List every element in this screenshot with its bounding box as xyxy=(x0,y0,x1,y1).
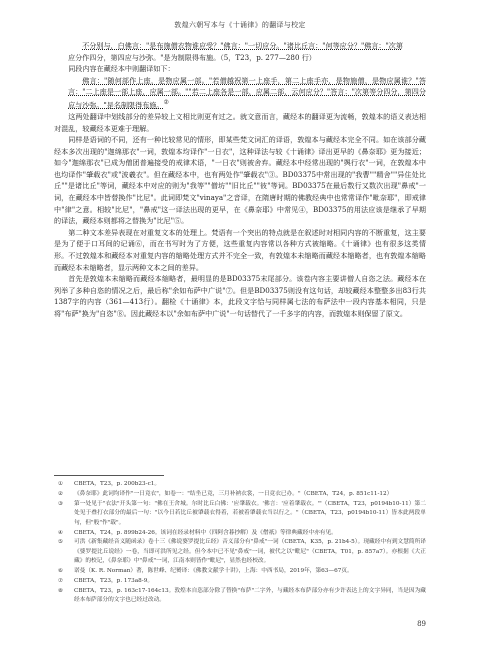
block-quote-1 xyxy=(54,40,426,52)
quote-2-underlined: 佛言："随何部作上座，是物应属一部。"若僧越祝第一上座手，第二上座手亦，是物施僧，是物应属谁？"答言："二上座是一部上座，应属一部。""若二上座各是一部，应属二部，云何应分？"答言："次第等分四分，第四分应与沙弥。"是名制限得布施。 xyxy=(68,75,426,110)
footnote-number: ① xyxy=(58,481,64,487)
footnote-text: CBETA，T23，p. 200b23-c1。 xyxy=(74,481,161,487)
quote-1-rest: 应分作四分，第四应与沙弥。"是为制限得布施。（5，T23，p. 277—280 行） xyxy=(68,52,316,62)
footnotes xyxy=(54,480,426,606)
body-text xyxy=(54,40,426,320)
footnote-number: ⑤ xyxy=(58,539,64,546)
paragraph-3: 同样是语词的不同，还有一种比较常见的情形，即某些梵文词汇的译语，敦煌本与藏经本完全不同。如在该部分藏经本多次出现的"迦绵那衣"一词，敦煌本均译作"一日衣"，这种译法与较《十诵律》译出更早的《鼻奈耶》更为接近；如今"迦绵那衣"已成为僧团普遍接受的戒律术语，"一日衣"则被舍弃。藏经本中经常出现的"舆行衣"一词，在敦煌本中也均译作"肇载衣"或"波羲衣"。但在藏经本中，也有两处作"肇载衣"③。BD03375中常出现的"我曹""精舍""异住处比丘""是诸比丘"等词，藏经本中对应的则为"我等""僧坊""旧比丘""彼"等词。BD03375在最后数行又数次出现"鼻戒"一词，在藏经本中皆替换作"比尼"。此词即梵文"vinaya"之音译，在隋唐时期的佛教经典中也常常译作"毗奈耶"，即戒律中"律"之意。相较"比尼"，"鼻戒"这一译法出现的更早，在《鼻奈耶》中常见④，BD03375的用法应该是继承了早期的译法，藏经本则都将之替换为"比尼"⑤。 xyxy=(54,135,426,226)
footnote-number: ④ xyxy=(58,529,64,536)
footnote-number: ⑥ xyxy=(58,568,64,575)
page-number: 89 xyxy=(417,620,426,628)
footnote xyxy=(54,587,426,606)
footnote xyxy=(54,529,426,538)
block-quote-2 xyxy=(54,75,426,111)
footnote-number: ⑧ xyxy=(58,587,64,594)
footnote-text: 诺曼（K. R. Norman）著，陈世峰、纪赟译：《佛教文献学十讲》，上海：中西书局，2019年，第63—67页。 xyxy=(74,568,353,575)
footnote-text: 《鼻奈耶》此词均译作"一日竟衣"，如卷一："结坐已竟，三月补衲衣裳，一日竟衣已办。"（CBETA，T24，p. 851c11-12） xyxy=(74,490,393,497)
paragraph-5: 首先是敦煌本未缩略而藏经本缩略者，最明显的是BD03375末尾部分。该卷内容主要讲僧人自恣之法。藏经本在列举了多种自恣的情况之后，最后称"余如布萨中广说"⑦。但是BD03375则没有这句话，却较藏经本整整多出83行共1387字的内容（361—413行）。翻检《十诵律》本，此段文字恰与同样属七法的布萨法中一段内容基本相同，只是将"布萨"换为"自恣"⑧。因此藏经本以"余如布萨中广说"一句话替代了一千多字的内容，而敦煌本则保留了原文。 xyxy=(54,274,426,319)
footnote xyxy=(54,567,426,576)
block-quote-1-continued xyxy=(54,52,426,64)
footnote-text: CBETA，T23，p. 163c17-164c13。敦煌本自恣部分除了替换"布萨"二字外，与藏经本布萨部分亦有少许表达上的文字异同，当是因为藏经本布萨部分的文字也已经过改动。 xyxy=(74,587,426,604)
footnote xyxy=(54,538,426,566)
footnote-text: 可洪《新集藏经音义随函录》卷十三《佛说婆罗提比丘经》音义部分有"鼻戒"一词（CBETA，K35，p. 21b4-5）。现藏经中有到文慧简所译《婆罗提比丘说经》一卷，当即可洪所见之经。但今本中已不见"鼻戒"一词，被代之以"毗尼"（CBETA，T01，p. 857a7）。亦根据《大正藏》的校记，《鼻奈耶》中"鼻戒"一词，江南本则皆作"毗尼"，显然也经校改。 xyxy=(74,539,426,565)
footnote xyxy=(54,480,426,489)
running-head: 敦煌六朝写本与《十诵律》的翻译与校定 xyxy=(174,21,306,29)
footnote-divider xyxy=(54,475,164,476)
footnote-text: 第一处见于"衣法"开头第一句："佛在王舍城。尔时比丘白佛：'应肇载衣。'佛言：'应着肇载衣。'"（CBETA，T23，p0194b10-11）第二处见于叠打衣部分的最后一句："以今日若比丘被肇载衣得着，若被着肇载衣当以行之。"（CBETA，T23，p0194b10-11）皆本此两段单句，但"般"作"载"。 xyxy=(74,500,426,526)
footnote xyxy=(54,500,426,528)
footnote-number: ③ xyxy=(58,500,64,507)
footnote-number: ⑦ xyxy=(58,578,64,585)
footnote xyxy=(54,577,426,586)
footnote-text: CBETA，T23，p. 173a8-9。 xyxy=(74,578,154,585)
footnote-number: ② xyxy=(58,490,64,497)
footnote-ref-2[interactable]: ② xyxy=(163,99,169,106)
quote-1-underlined: 不分别与，白佛言："是布施僧衣物谁应受？"佛言："一切应分。"诸比丘言："何等应分？"佛言："次第 xyxy=(82,41,403,50)
footnote-text: CBETA，T24，p. 899b24-26。该词在经录材料中（四阿含暮抄解）及《僧祇》等律典藏经中亦有见。 xyxy=(74,529,337,536)
paragraph-2: 这两处翻译中划线部分的差异较上文相比则更有过之。就文意而言，藏经本的翻译更为流畅，敦煌本的语义表达相对混乱，较藏经本更难于理解。 xyxy=(54,111,426,133)
footnote xyxy=(54,490,426,499)
paragraph-4: 第二种文本差异表现在对重复文本的处理上。梵语有一个突出的特点就是在叙述时对相同内容的不断重复，这主要是为了便于口耳间的记诵⑥，而在书写时为了方便，这些重复内容常以各种方式被缩略。《十诵律》也有很多这类情形。不过敦煌本和藏经本对重复内容的缩略处理方式并不完全一致，有敦煌本未缩略而藏经本缩略者，也有敦煌本缩略而藏经本未缩略者，显示两种文本之间的差异。 xyxy=(54,227,426,272)
paragraph-1: 同段内容在藏经本中则翻译如下： xyxy=(68,64,175,74)
